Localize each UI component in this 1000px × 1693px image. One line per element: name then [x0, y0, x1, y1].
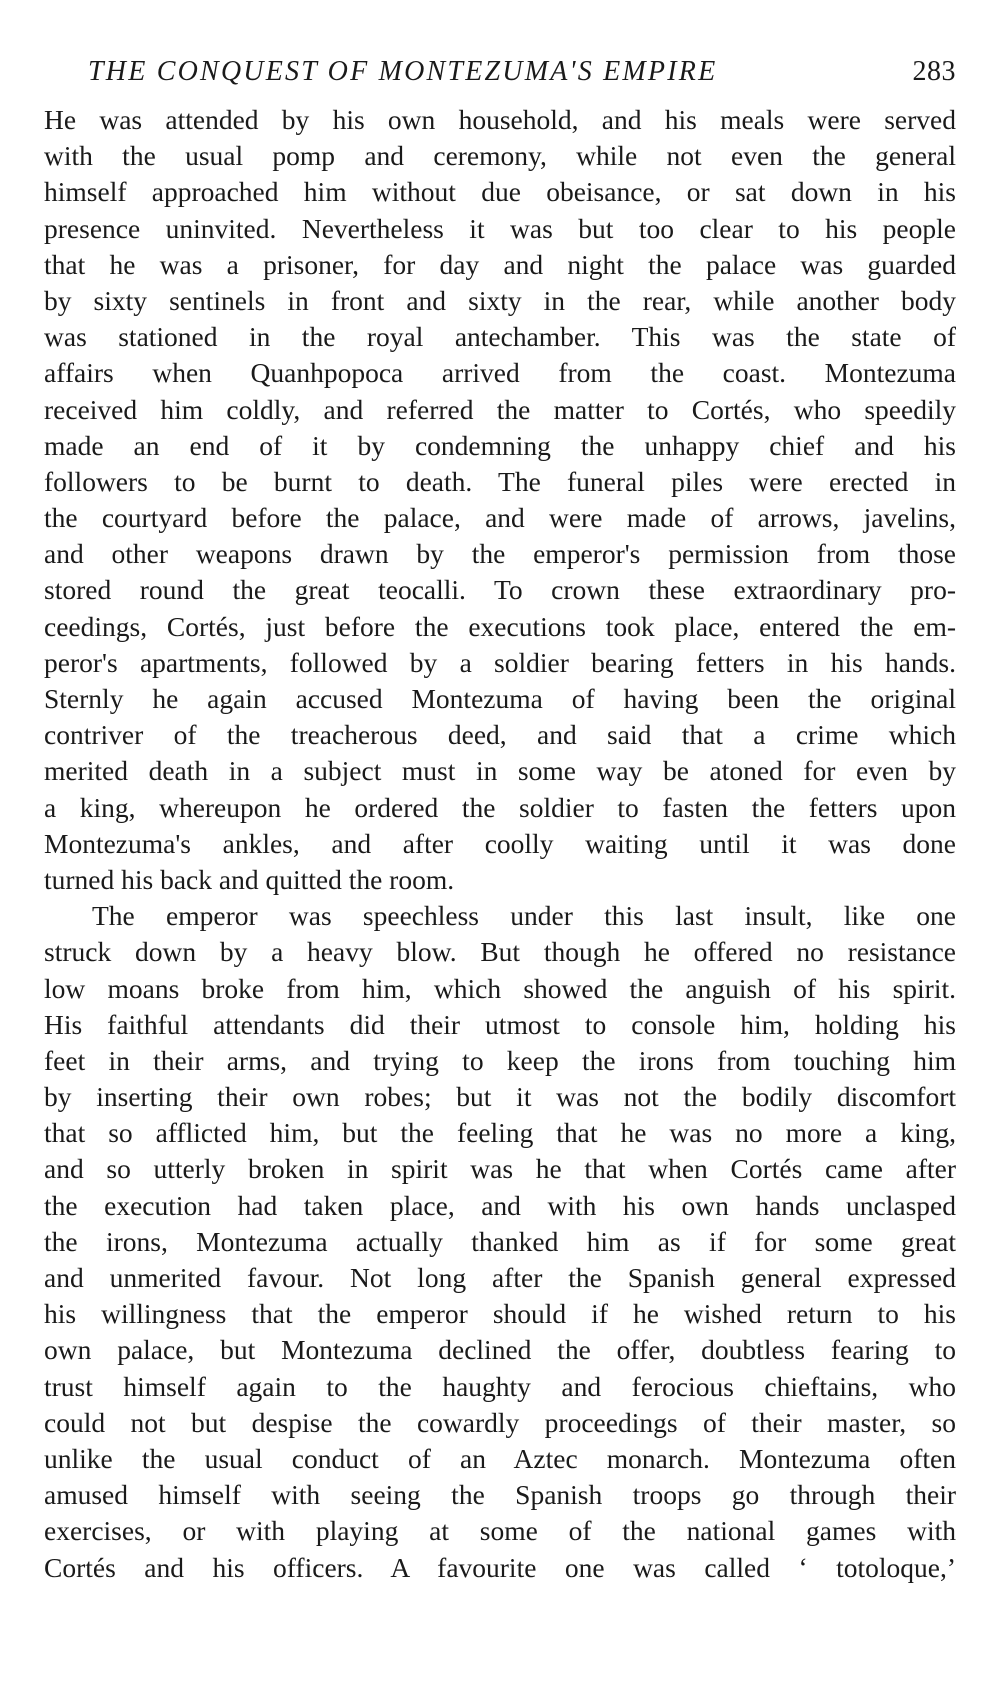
text-line: by inserting their own robes; but it was not the bodily discomfort [44, 1081, 956, 1113]
text-line: his willingness that the emperor should if he wished return to his [44, 1298, 956, 1330]
book-page [44, 56, 956, 1586]
text-line: the courtyard before the palace, and were made of arrows, javelins, [44, 502, 956, 534]
text-line: The emperor was speechless under this last insult, like one [92, 900, 956, 932]
text-line: feet in their arms, and trying to keep the irons from touching him [44, 1044, 956, 1076]
text-line: and so utterly broken in spirit was he that when Cortés came after [44, 1153, 956, 1185]
text-line: exercises, or with playing at some of the national games with [44, 1515, 956, 1547]
text-line: himself approached him without due obeisance, or sat down in his [44, 176, 956, 208]
text-line: was stationed in the royal antechamber. This was the state of [44, 321, 956, 353]
text-line: that he was a prisoner, for day and night the palace was guarded [44, 248, 956, 280]
text-line: His faithful attendants did their utmost to console him, holding his [44, 1008, 956, 1040]
page-number: 283 [912, 56, 956, 87]
text-line: He was attended by his own household, and his meals were served [44, 104, 956, 135]
text-line: by sixty sentinels in front and sixty in the rear, while another body [44, 284, 956, 316]
paragraph [44, 102, 956, 898]
text-line: the irons, Montezuma actually thanked him as if for some great [44, 1225, 956, 1257]
running-head [44, 56, 956, 92]
text-line: received him coldly, and referred the matter to Cortés, who speedily [44, 393, 956, 425]
text-line: and unmerited favour. Not long after the Spanish general expressed [44, 1262, 956, 1293]
body-text [44, 102, 956, 1586]
text-line: could not but despise the cowardly proceedings of their master, so [44, 1406, 956, 1438]
text-line: stored round the great teocalli. To crown these extraordinary pro- [44, 574, 956, 606]
text-line: contriver of the treacherous deed, and said that a crime which [44, 719, 956, 751]
text-line: Sternly he again accused Montezuma of having been the original [44, 683, 956, 714]
text-line: that so afflicted him, but the feeling that he was no more a king, [44, 1117, 956, 1149]
text-line: amused himself with seeing the Spanish troops go through their [44, 1479, 956, 1511]
text-line: unlike the usual conduct of an Aztec monarch. Montezuma often [44, 1442, 956, 1474]
running-title: THE CONQUEST OF MONTEZUMA'S EMPIRE [88, 56, 718, 87]
text-line: turned his back and quitted the room. [44, 863, 455, 895]
text-line: struck down by a heavy blow. But though he offered no resistance [44, 936, 956, 968]
text-line: affairs when Quanhpopoca arrived from the coast. Montezuma [44, 357, 956, 389]
text-line: ceedings, Cortés, just before the executions took place, entered the em- [44, 610, 956, 642]
text-line: peror's apartments, followed by a soldier bearing fetters in his hands. [44, 646, 956, 678]
text-line: Cortés and his officers. A favourite one was called ‘ totoloque,’ [44, 1551, 956, 1583]
text-line: low moans broke from him, which showed the anguish of his spirit. [44, 972, 956, 1004]
paragraph [44, 898, 956, 1586]
text-line: with the usual pomp and ceremony, while not even the general [44, 140, 956, 172]
text-line: presence uninvited. Nevertheless it was but too clear to his people [44, 212, 956, 244]
text-line: the execution had taken place, and with his own hands unclasped [44, 1189, 956, 1221]
text-line: a king, whereupon he ordered the soldier to fasten the fetters upon [44, 791, 956, 823]
text-line: trust himself again to the haughty and ferocious chieftains, who [44, 1370, 956, 1402]
text-line: merited death in a subject must in some way be atoned for even by [44, 755, 956, 787]
text-line: and other weapons drawn by the emperor's permission from those [44, 538, 956, 570]
text-line: Montezuma's ankles, and after coolly waiting until it was done [44, 827, 956, 859]
text-line: own palace, but Montezuma declined the offer, doubtless fearing to [44, 1334, 956, 1366]
text-line: followers to be burnt to death. The funeral piles were erected in [44, 465, 956, 497]
text-line: made an end of it by condemning the unhappy chief and his [44, 429, 956, 461]
